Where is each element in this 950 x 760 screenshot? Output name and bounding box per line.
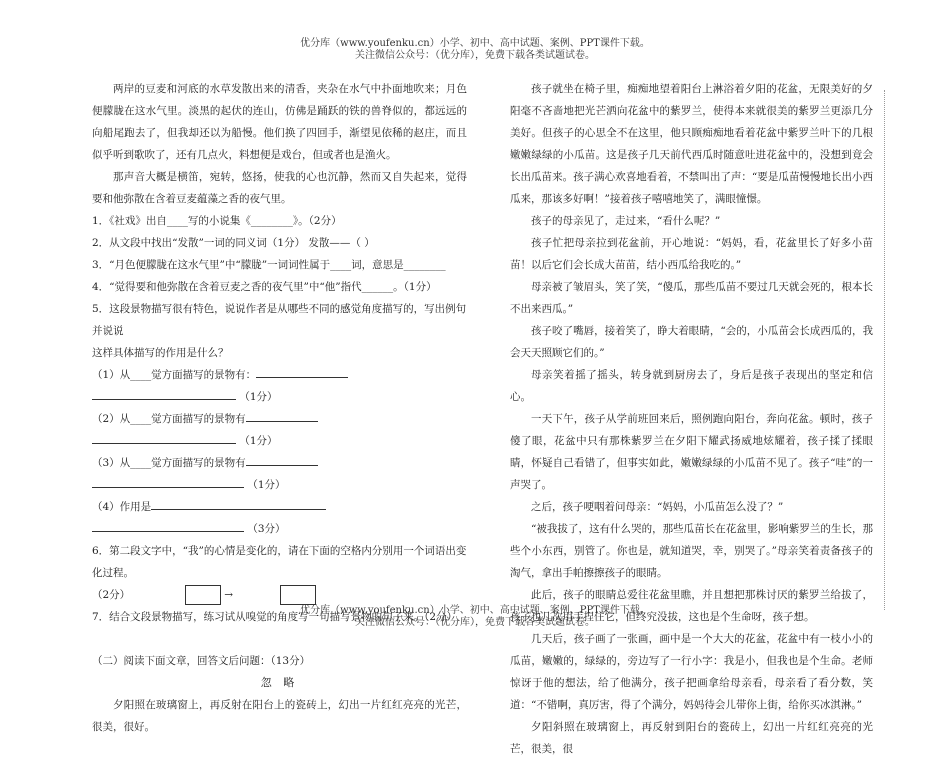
article-para: 孩子咬了嘴唇，接着笑了，睁大着眼睛，“会的，小瓜苗会长成西瓜的，我会天天照顾它们的。” [510,325,873,359]
passage-para-2: 那声音大概是横笛，宛转，悠扬，使我的心也沉静，然而又自失起来，觉得要和他弥散在含着豆麦蕴藻之香的夜气里。 [92,171,467,205]
sub-question-4-label: （4）作用是 [92,501,152,513]
points-label: （1分） [239,391,278,403]
article-para-1: 夕阳照在玻璃窗上，再反射在阳台上的瓷砖上，幻出一片红红亮亮的光芒，很美，很好。 [92,699,467,733]
answer-box-2[interactable] [280,585,316,605]
article-para: 孩子忙把母亲拉到花盆前，开心地说：“妈妈，看，花盆里长了好多小苗苗！以后它们会长成大苗苗，结小西瓜给我吃的。” [510,237,873,271]
article-para: 几天后，孩子画了一张画，画中是一个大大的花盆，花盆中有一枝小小的瓜苗，嫩嫩的，绿绿的，旁边写了一行小字：我是小，但我也是个生命。老师惊讶于他的想法，给了他满分，孩子把画拿给母亲看，母亲看了看分数，笑道：“不错啊，真厉害，得了个满分，妈妈待会儿带你上街，给你买冰淇淋。” [510,633,873,711]
footer-line-1: 优分库（www.youfenku.cn）小学、初中、高中试题、案例、PPT课件下载。 [300,605,650,616]
answer-line [92,475,244,488]
points-label: （2分） [92,589,131,601]
article-para: 此后，孩子的眼睛总爱往花盆里瞧，并且想把那株讨厌的紫罗兰给拔了，孩子也几次用手捏住它，但终究没拔，这也是个生命呀，孩子想。 [510,589,873,623]
passage-para-1: 两岸的豆麦和河底的水草发散出来的清香，夹杂在水气中扑面地吹来；月色便朦胧在这水气里。淡黑的起伏的连山，仿佛是踊跃的铁的兽脊似的，都远远的向船尾跑去了，但我却还以为船慢。他们换了四回手，渐望见依稀的赵庄，而且似乎听到歌吹了，还有几点火，料想便是戏台，但或者也是渔火。 [92,83,467,161]
arrow-icon: → [224,589,234,601]
sub-question-2 [92,408,467,430]
points-label: （3分） [247,523,286,535]
answer-line [151,497,326,510]
sub-question-3 [92,452,467,474]
article-para: 母亲被了皱眉头，笑了笑，“傻瓜，那些瓜苗不要过几天就会死的，根本长不出来西瓜。” [510,281,873,315]
header-line-2: 关注微信公众号：（优分库），免费下载各类试题试卷。 [355,50,595,61]
question-3: 3．“月色便朦胧在这水气里”中“朦胧”一词词性属于____词，意思是________ [92,259,446,271]
question-6-answer-row [92,584,467,606]
spacer [92,628,467,650]
question-4: 4．“觉得要和他弥散在含着豆麦之香的夜气里”中“他”指代______。（1分） [92,281,437,293]
question-7: 7．结合文段景物描写，练习试从嗅觉的角度写一句描写景物的句子来。（2分） [92,611,458,623]
article-para: 一天下午，孩子从学前班回来后，照例跑向阳台，奔向花盆。顿时，孩子傻了眼，花盆中只有那株紫罗兰在夕阳下耀武扬威地炫耀着，孩子揉了揉眼睛，怀疑自己看错了，但事实如此，嫩嫩绿绿的小瓜苗不见了。孩子“哇”的一声哭了。 [510,413,873,491]
points-label: （1分） [247,479,286,491]
header-line-1: 优分库（www.youfenku.cn）小学、初中、高中试题、案例、PPT课件下载。 [300,38,650,49]
answer-box-1[interactable] [185,585,221,605]
article-para: 之后，孩子哽咽着问母亲：“妈妈，小瓜苗怎么没了？” [531,501,784,513]
article-para: 夕阳斜照在玻璃窗上，再反射到阳台的瓷砖上，幻出一片红红亮亮的光芒，很美，很 [510,721,873,755]
question-1: 1．《社戏》出自____写的小说集《________》。（2分） [92,215,342,227]
article-title: 忽 略 [260,676,299,689]
points-label: （1分） [239,435,278,447]
question-5-line-2: 这样具体描写的作用是什么？ [92,347,229,359]
answer-line [92,431,236,444]
sub-question-4 [92,496,467,518]
sub-question-2-answer [92,430,467,452]
sub-question-1-label: （1）从____觉方面描写的景物有： [92,369,257,381]
sub-question-3-label: （3）从____觉方面描写的景物有 [92,457,246,469]
question-5-line-1: 5．这段景物描写很有特色，说说作者是从哪些不同的感觉角度描写的，写出例句并说说 [92,303,467,337]
page-footer [0,605,950,629]
page-header [0,38,950,62]
article-para: “被我拔了，这有什么哭的，那些瓜苗长在花盆里，影响紫罗兰的生长，那些个小东西，别管了。你也是，就知道哭，幸，别哭了。”母亲笑着责备孩子的淘气，拿出手帕擦擦孩子的眼睛。 [510,523,873,579]
left-column [92,78,467,738]
answer-line [246,453,318,466]
sub-question-2-label: （2）从____觉方面描写的景物有 [92,413,246,425]
answer-line [92,387,236,400]
question-2: 2．从文段中找出“发散”一词的同义词（1分） 发散——（ ） [92,237,375,249]
question-6: 6．第二段文字中，“我”的心情是变化的，请在下面的空格内分别用一个词语出变化过程。 [92,545,467,579]
article-para: 母亲笑着摇了摇头，转身就到厨房去了，身后是孩子表现出的坚定和信心。 [510,369,873,403]
article-para: 孩子的母亲见了，走过来，“看什么呢？” [531,215,721,227]
section-2-heading: （二）阅读下面文章，回答文后问题：（13分） [92,655,311,667]
sub-question-1 [92,364,467,386]
footer-line-2: 关注微信公众号：（优分库），免费下载各类试题试卷。 [355,617,595,628]
right-column [510,78,873,760]
article-para: 孩子就坐在椅子里，痴痴地望着阳台上淋浴着夕阳的花盆，无限美好的夕阳毫不吝啬地把光芒洒向花盆中的紫罗兰，使得本来就很美的紫罗兰更添几分美好。但孩子的心思全不在这里，他只顾痴痴地看着花盆中紫罗兰叶下的几根嫩嫩绿绿的小瓜苗。这是孩子几天前代西瓜时随意吐进花盆中的，没想到竟会长出瓜苗来。孩子满心欢喜地看着，不禁叫出了声：“要是瓜苗慢慢地长出小西瓜来，那该多好啊！”接着孩子嘻嘻地笑了，满眼憧憬。 [510,83,873,205]
answer-line [256,365,348,378]
binding-dotted-line [884,90,885,610]
sub-question-1-answer [92,386,467,408]
sub-question-4-answer [92,518,467,540]
answer-line [92,519,244,532]
answer-line [246,409,318,422]
sub-question-3-answer [92,474,467,496]
